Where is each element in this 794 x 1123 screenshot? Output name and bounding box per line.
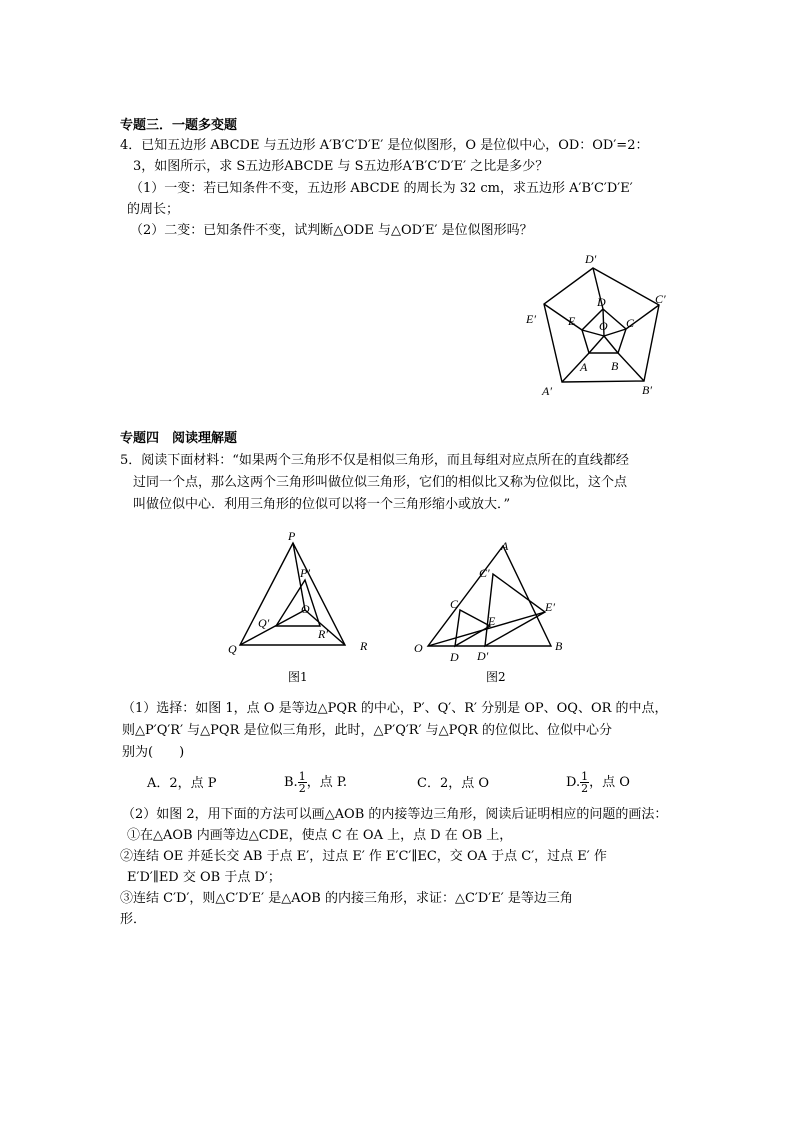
label-D: D (450, 650, 459, 664)
label-B: B (555, 639, 563, 653)
q4-part1-line2: 的周长； (127, 202, 180, 217)
q4-part2: （2）二变：已知条件不变，试判断△ODE 与△OD′E′ 是位似图形吗？ (130, 223, 533, 238)
label-D-prime: D′ (585, 252, 597, 266)
q4-part1-line1: （1）一变：若已知条件不变，五边形 ABCDE 的周长为 32 cm，求五边形 A′B′C′D′E′ (130, 181, 633, 196)
q5-line3: 叫做位似中心．利用三角形的位似可以将一个三角形缩小或放大．” (133, 497, 511, 512)
label-O: O (301, 602, 310, 616)
label-E-prime: E′ (545, 600, 555, 614)
triangle-PQR (240, 543, 345, 645)
label-P-prime: P′ (300, 566, 310, 580)
triangle-PpQpRp (276, 580, 320, 626)
label-D-prime: D′ (477, 649, 489, 663)
fraction-one-half (298, 771, 307, 794)
figure1-caption: 图1 (288, 670, 308, 684)
option-d (566, 768, 630, 798)
part2-line1: （2）如图 2，用下面的方法可以画△AOB 的内接等边三角形，阅读后证明相应的问题的画法： (122, 807, 668, 822)
option-b-prefix: B. (284, 775, 298, 790)
part1-line2: 则△P′Q′R′ 与△PQR 是位似三角形，此时，△P′Q′R′ 与△PQR 的位似比、位似中心分 (122, 723, 613, 738)
figure2-caption: 图2 (486, 670, 506, 684)
step1: ①在△AOB 内画等边△CDE，使点 C 在 OA 上，点 D 在 OB 上， (127, 828, 513, 843)
label-A: A (501, 539, 509, 553)
label-C-prime: C′ (655, 292, 666, 306)
part1-line3: 别为( ) (122, 745, 185, 760)
part1-line1: （1）选择：如图 1，点 O 是等边△PQR 的中心，P′、Q′、R′ 分别是 OP、OQ、OR 的中点， (122, 701, 668, 716)
label-P: P (288, 530, 296, 543)
option-d-suffix: ，点 O (589, 775, 630, 790)
figure2 (405, 530, 575, 665)
pentagon-figure (520, 245, 680, 400)
label-E-prime: E′ (526, 312, 536, 326)
label-O: O (599, 319, 608, 333)
step3-line1: ③连结 C′D′，则△C′D′E′ 是△AOB 的内接三角形，求证：△C′D′E′ 是等边三角 (120, 891, 573, 906)
figure1 (220, 530, 380, 660)
triangle-CDE (455, 610, 490, 646)
q5-line1: 5．阅读下面材料：“如果两个三角形不仅是相似三角形，而且每组对应点所在的直线都经 (120, 453, 629, 468)
label-O: O (414, 641, 423, 655)
label-C-prime: C′ (479, 566, 490, 580)
step2-line2: E′D′∥ED 交 OB 于点 D′； (127, 870, 281, 885)
label-C: C (450, 597, 459, 611)
label-A: A (580, 360, 588, 374)
option-c: C．2，点 O (417, 776, 490, 791)
option-b (284, 768, 347, 798)
label-D: D (597, 295, 606, 309)
q4-line1: 4．已知五边形 ABCDE 与五边形 A′B′C′D′E′ 是位似图形，O 是位似中心，OD：OD′=2： (120, 138, 649, 153)
label-R: R (360, 639, 368, 653)
option-b-suffix: ，点 P. (306, 775, 348, 790)
option-d-prefix: D. (566, 775, 581, 790)
fraction-denominator: 2 (298, 782, 306, 795)
label-Q: Q (228, 642, 237, 656)
q4-line2: 3，如图所示，求 S五边形ABCDE 与 S五边形A′B′C′D′E′ 之比是多少？ (133, 159, 549, 174)
section3-heading: 专题三．一题多变题 (120, 118, 238, 133)
label-B-prime: B′ (642, 383, 652, 397)
q5-line2: 过同一个点，那么这两个三角形叫做位似三角形，它们的相似比又称为位似比，这个点 (133, 475, 628, 490)
fraction-one-half (580, 771, 589, 794)
option-a: A．2，点 P (147, 776, 217, 791)
label-E: E (488, 614, 496, 628)
fraction-denominator: 2 (581, 782, 589, 795)
triangle-CpDpEp (485, 574, 545, 646)
label-C: C (626, 316, 635, 330)
step3-line2: 形． (120, 912, 147, 927)
label-R-prime: R′ (318, 627, 328, 641)
label-Q-prime: Q′ (258, 616, 270, 630)
section4-heading: 专题四 阅读理解题 (120, 431, 238, 446)
fraction-numerator: 1 (298, 770, 306, 783)
fraction-numerator: 1 (581, 770, 589, 783)
triangle-AOB (428, 546, 551, 646)
label-A-prime: A′ (542, 384, 552, 398)
label-B: B (611, 359, 619, 373)
step2-line1: ②连结 OE 并延长交 AB 于点 E′，过点 E′ 作 E′C′∥EC，交 OA 于点 C′，过点 E′ 作 (120, 849, 607, 864)
label-E: E (568, 314, 576, 328)
